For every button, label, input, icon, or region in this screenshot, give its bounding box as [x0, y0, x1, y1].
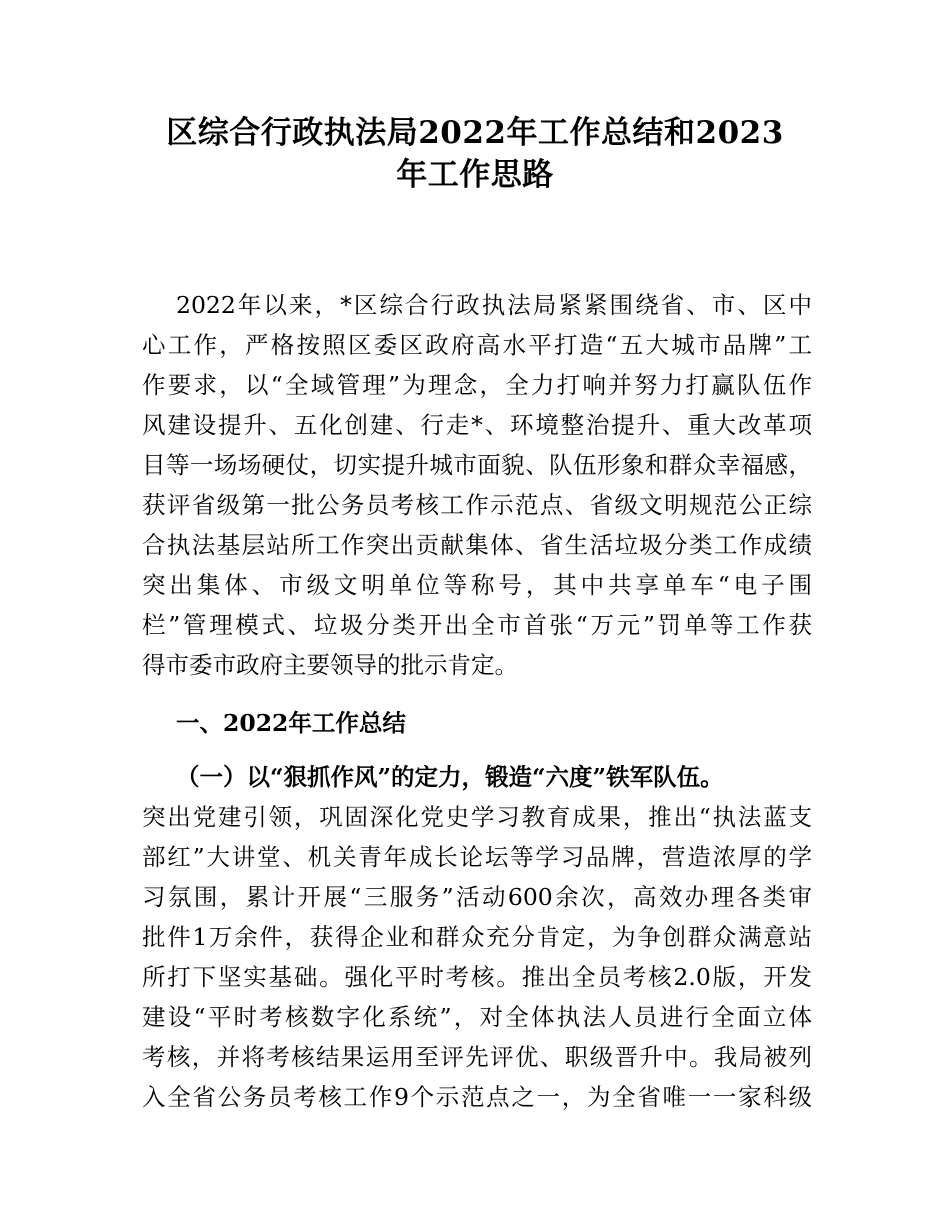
paragraph-line: 部红”大讲堂、机关青年成长论坛等学习品牌，营造浓厚的学	[142, 843, 812, 871]
section-heading: 一、2022年工作总结	[176, 709, 406, 737]
paragraph-line: 2022年以来，*区综合行政执法局紧紧围绕省、市、区中	[176, 291, 812, 319]
paragraph-line: 突出集体、市级文明单位等称号，其中共享单车“电子围	[142, 571, 812, 599]
paragraph-line: 得市委市政府主要领导的批示肯定。	[142, 651, 518, 679]
paragraph-line: 风建设提升、五化创建、行走*、环境整治提升、重大改革项	[142, 411, 812, 439]
paragraph-line: 所打下坚实基础。强化平时考核。推出全员考核2.0版，开发	[142, 963, 812, 991]
paragraph-line: 作要求，以“全域管理”为理念，全力打响并努力打赢队伍作	[142, 371, 812, 399]
document-title	[140, 112, 810, 196]
paragraph-line: 突出党建引领，巩固深化党史学习教育成果，推出“执法蓝支	[142, 803, 812, 831]
paragraph-line: 批件1万余件，获得企业和群众充分肯定，为争创群众满意站	[142, 923, 812, 951]
paragraph-line: 目等一场场硬仗，切实提升城市面貌、队伍形象和群众幸福感，	[142, 451, 812, 479]
paragraph-line: 心工作，严格按照区委区政府高水平打造“五大城市品牌”工	[142, 331, 812, 359]
paragraph-line: 栏”管理模式、垃圾分类开出全市首张“万元”罚单等工作获	[142, 611, 812, 639]
title-line-1: 区综合行政执法局2022年工作总结和2023	[166, 115, 784, 151]
paragraph-line: 建设“平时考核数字化系统”，对全体执法人员进行全面立体	[142, 1003, 812, 1031]
paragraph-line: 获评省级第一批公务员考核工作示范点、省级文明规范公正综	[142, 491, 812, 519]
subsection-heading: （一）以“狠抓作风”的定力，锻造“六度”铁军队伍。	[176, 763, 724, 791]
paragraph-line: 入全省公务员考核工作9个示范点之一，为全省唯一一家科级	[142, 1083, 812, 1111]
paragraph-line: 习氛围，累计开展“三服务”活动600余次，高效办理各类审	[142, 883, 812, 911]
paragraph-line: 合执法基层站所工作突出贡献集体、省生活垃圾分类工作成绩	[142, 531, 812, 559]
title-line-2: 年工作思路	[396, 157, 554, 193]
paragraph-line: 考核，并将考核结果运用至评先评优、职级晋升中。我局被列	[142, 1043, 812, 1071]
